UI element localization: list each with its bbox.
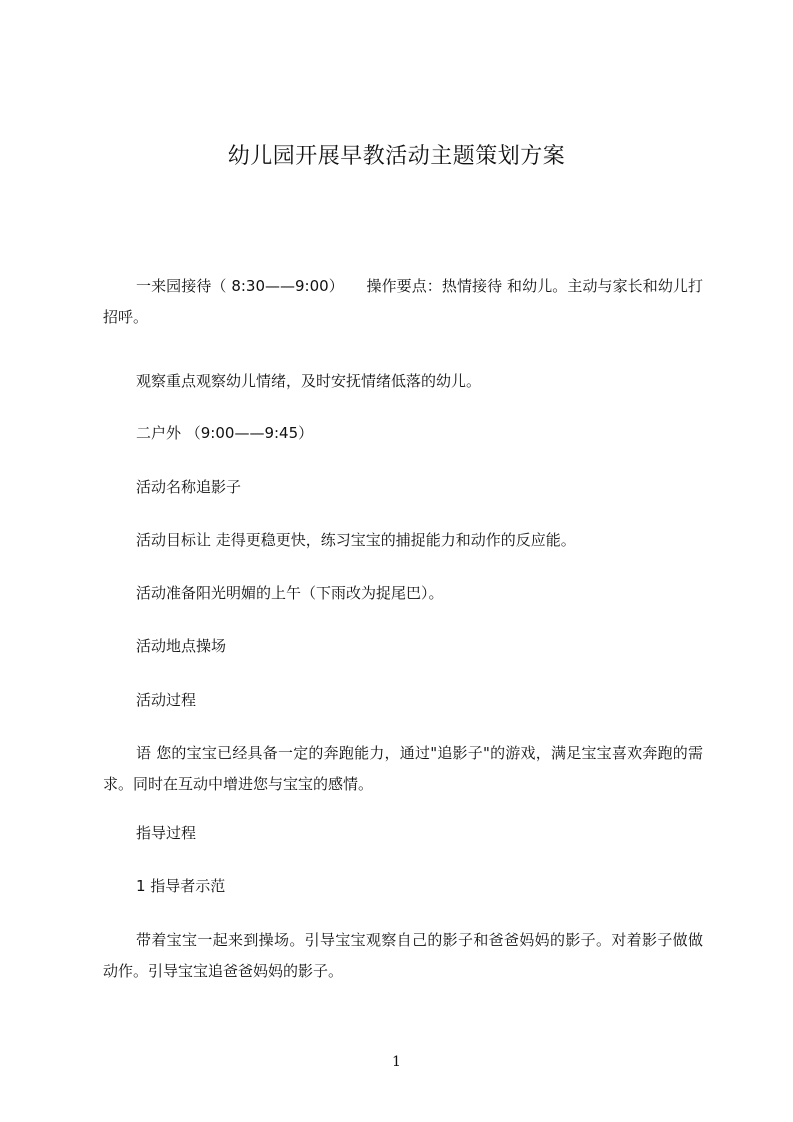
paragraph-demo: 1 指导者示范 (136, 877, 226, 895)
paragraph-activity-name: 活动名称追影子 (136, 478, 242, 496)
paragraph-observation: 观察重点观察幼儿情绪，及时安抚情绪低落的幼儿。 (136, 372, 482, 390)
document-title: 幼儿园开展早教活动主题策划方案 (227, 144, 566, 169)
paragraph-activity-prep: 活动准备阳光明媚的上午（下雨改为捉尾巴）。 (136, 584, 444, 602)
paragraph-guidance: 指导过程 (136, 824, 197, 842)
paragraph-intro: 语 您的宝宝已经具备一定的奔跑能力，通过"追影子"的游戏，满足宝宝喜欢奔跑的需求。同时在互动中增进您与宝宝的感情。 (103, 744, 703, 793)
paragraph-outdoor-time: 二户外 （9:00——9:45） (136, 424, 314, 442)
paragraph-reception: 一来园接待（ 8:30——9:00） 操作要点：热情接待 和幼儿。主动与家长和幼儿打招呼。 (103, 277, 703, 326)
paragraph-activity-goal: 活动目标让 走得更稳更快，练习宝宝的捕捉能力和动作的反应能。 (136, 531, 576, 549)
paragraph-activity-process: 活动过程 (136, 691, 197, 709)
paragraph-demo-detail: 带着宝宝一起来到操场。引导宝宝观察自己的影子和爸爸妈妈的影子。对着影子做做动作。引导宝宝追爸爸妈妈的影子。 (103, 931, 703, 980)
paragraph-activity-place: 活动地点操场 (136, 637, 227, 655)
page-number: 1 (392, 1054, 401, 1070)
